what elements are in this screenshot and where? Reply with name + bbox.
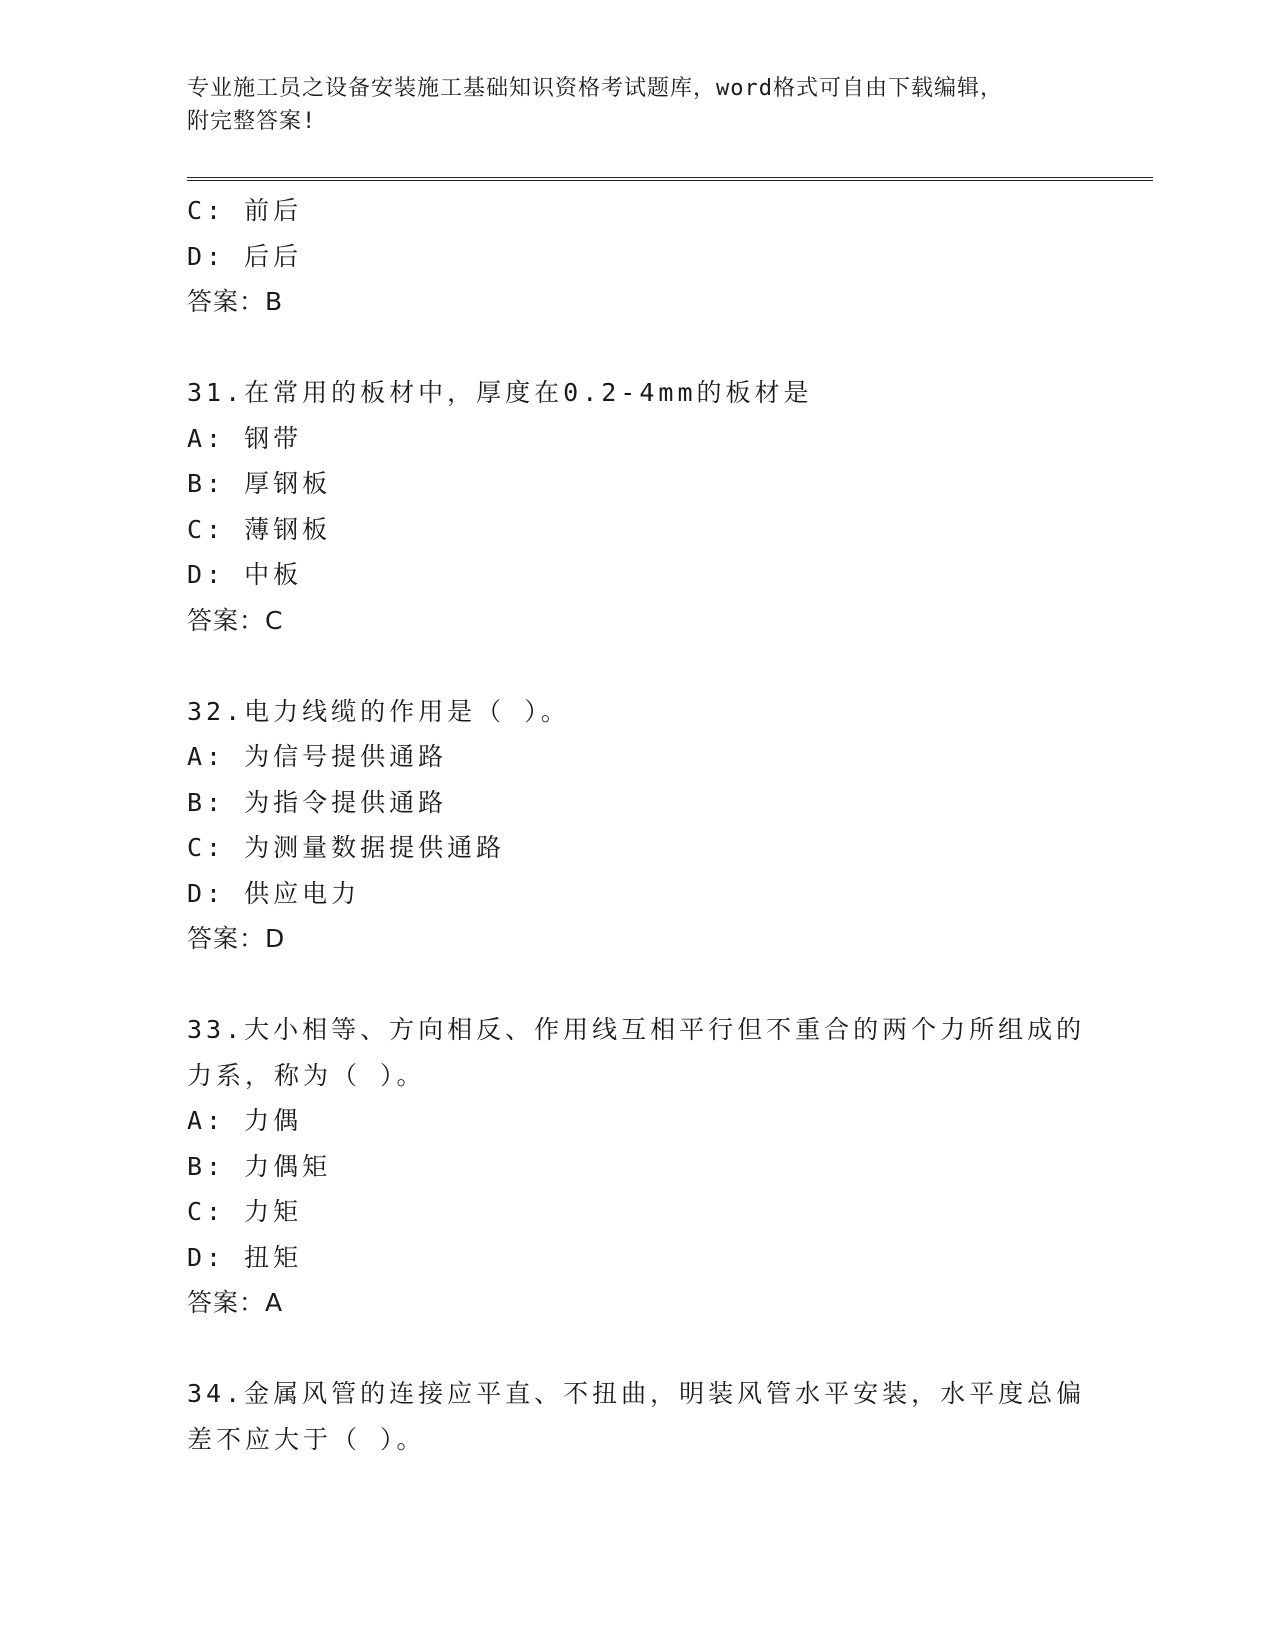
question-text-line-2: 差不应大于（ ）。 [187,1424,426,1454]
option-d: D: 中板 [187,560,303,589]
question-34 [187,1371,1087,1462]
option-a: A: 力偶 [187,1106,303,1135]
option-d: D: 扭矩 [187,1242,303,1272]
header-line-2: 附完整答案! [187,109,317,134]
answer: 答案：D [187,924,286,953]
question-text-line-2: 力系，称为（ ）。 [187,1060,426,1090]
document-header [187,72,1087,138]
question-text-line-1: 34.金属风管的连接应平直、不扭曲，明装风管水平安装，水平度总偏 [187,1379,1086,1408]
option-a: A: 钢带 [187,423,303,453]
option-b: B: 厚钢板 [187,469,332,498]
question-32 [187,689,1087,962]
question-text: 32.电力线缆的作用是（ ）。 [187,696,570,726]
header-line-1: 专业施工员之设备安装施工基础知识资格考试题库，word格式可自由下载编辑， [187,76,1003,101]
carryover-question [187,188,1087,325]
answer: 答案：B [187,287,284,316]
option-c: C: 力矩 [187,1197,303,1226]
option-c: C: 为测量数据提供通路 [187,833,506,862]
header-divider [187,177,1153,181]
question-text-line-1: 33.大小相等、方向相反、作用线互相平行但不重合的两个力所组成的 [187,1015,1086,1044]
option-a: A: 为信号提供通路 [187,742,448,771]
option-b: B: 力偶矩 [187,1151,332,1181]
option-b: B: 为指令提供通路 [187,787,448,817]
option-c: C: 前后 [187,196,303,225]
question-text: 31.在常用的板材中，厚度在0.2-4mm的板材是 [187,378,813,407]
answer: 答案：C [187,605,284,635]
question-31 [187,370,1087,643]
option-d: D: 供应电力 [187,878,361,908]
option-c: C: 薄钢板 [187,514,332,544]
document-body [187,188,1087,1462]
option-d: D: 后后 [187,241,303,271]
question-33 [187,1007,1087,1326]
answer: 答案：A [187,1288,284,1317]
